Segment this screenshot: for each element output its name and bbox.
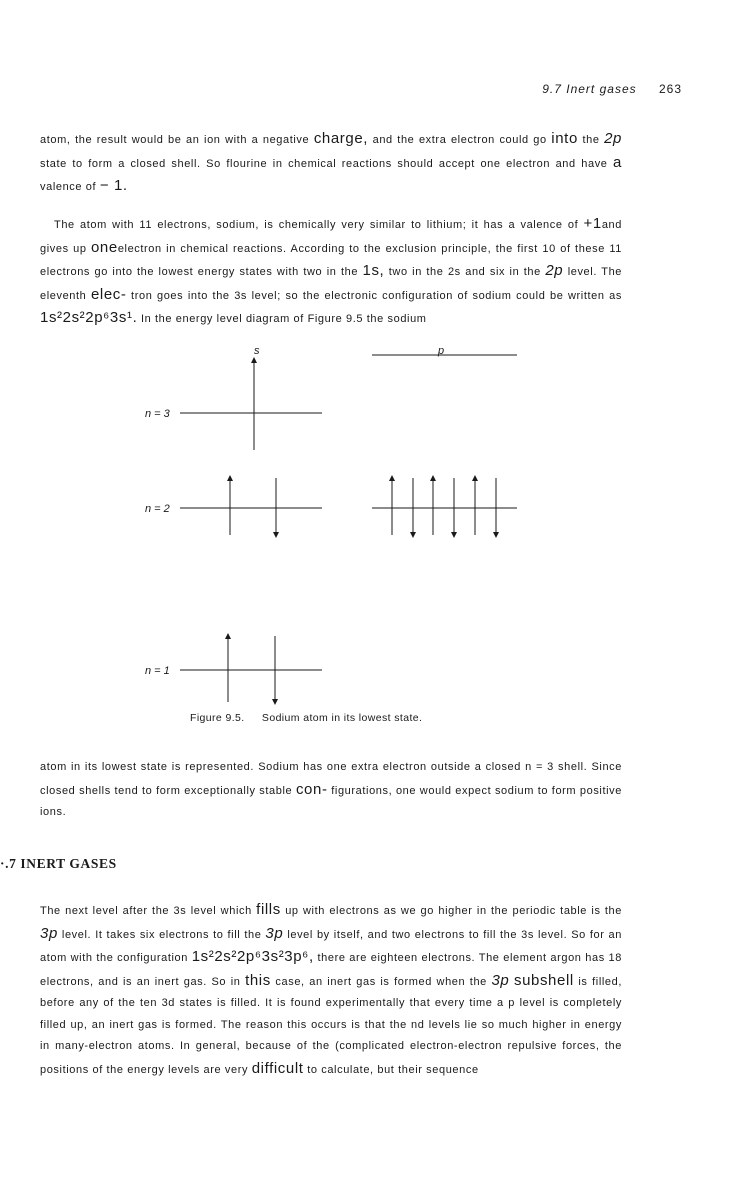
paragraph-fluorine: atom, the result would be an ion with a negative charge, and the extra electron could go into the 2p state to form a closed shell. So flourine in chemical reactions should accept one electron and have a valence of − 1. — [40, 130, 622, 194]
level-label-n3: n = 3 — [145, 408, 170, 420]
figure-caption-label: Figure 9.5. — [190, 712, 245, 724]
paragraph-sodium-continued: atom in its lowest state is represented. Sodium has one extra electron outside a closed n = 3 shell. Since closed shells tend to form exceptionally stable con- figurations, one would expect sodium to form positive ions. — [40, 761, 622, 818]
paragraph-inert-gases: The next level after the 3s level which fills up with electrons as we go higher in the periodic table is the 3p level. It takes six electrons to fill the 3p level by itself, and two electrons to fill the 3s level. So for an atom with the configuration 1s²2s²2p⁶3s²3p⁶, there are eighteen electrons. The element argon has 18 electrons, and is an inert gas. So in this case, an inert gas is formed when the 3p subshell is filled, before any of the ten 3d states is filled. It is found experimentally that every time a p level is completely filled up, an inert gas is formed. The reason this occurs is that the nd levels lie so much higher in energy in many-electron atoms. In general, because of the (complicated electron-electron repulsive forces, the positions of the energy levels are very difficult to calculate, but their sequence — [40, 901, 622, 1077]
figure-caption — [190, 712, 422, 724]
paragraph-sodium: The atom with 11 electrons, sodium, is chemically very similar to lithium; it has a valence of +1and gives up oneelectron in chemical reactions. According to the exclusion principle, the first 10 of these 11 electrons go into the lowest energy states with two in the 1s, two in the 2s and six in the 2p level. The eleventh elec- tron goes into the 3s level; so the electronic configuration of sodium could be written as 1s²2s²2p⁶3s¹. In the energy level diagram of Figure 9.5 the sodium — [40, 215, 622, 326]
section-heading: ·.7 INERT GASES — [0, 856, 117, 871]
page-number: 263 — [658, 82, 682, 96]
energy-level-diagram — [0, 340, 748, 720]
column-label-s: s — [254, 345, 260, 357]
argon-configuration: 1s²2s²2p⁶3s²3p⁶, — [191, 948, 314, 965]
figure-caption-text: Sodium atom in its lowest state. — [261, 712, 423, 724]
running-header — [542, 82, 682, 96]
sodium-configuration: 1s²2s²2p⁶3s¹. — [40, 309, 138, 326]
level-label-n2: n = 2 — [145, 503, 170, 515]
header-section-title: 9.7 Inert gases — [542, 82, 637, 96]
level-label-n1: n = 1 — [145, 665, 170, 677]
column-label-p: p — [438, 345, 445, 357]
